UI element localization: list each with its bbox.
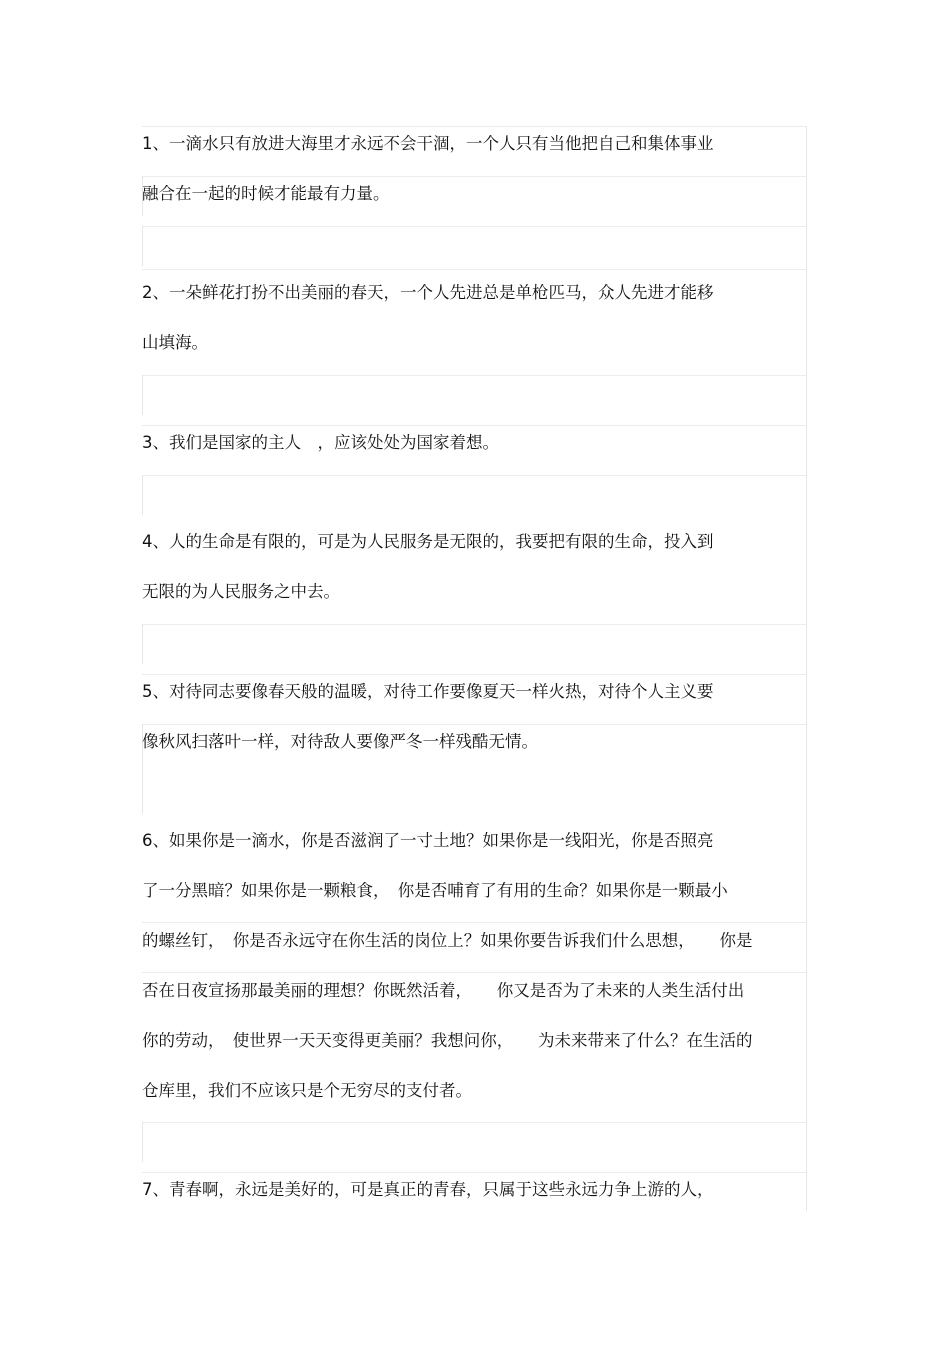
- paragraph-4-line-1: 4、人的生命是有限的，可是为人民服务是无限的，我要把有限的生命，投入到: [142, 532, 714, 551]
- paragraph-6-line-2: 了一分黑暗？如果你是一颗粮食， 你是否哺育了有用的生命？如果你是一颗最小: [142, 881, 728, 900]
- cell-border-right: [806, 126, 807, 1211]
- paragraph-7-line-1: 7、青春啊，永远是美好的，可是真正的青春，只属于这些永远力争上游的人，: [142, 1180, 714, 1199]
- cell-border-left: [142, 624, 143, 664]
- cell-border: [142, 269, 806, 270]
- cell-border: [142, 226, 806, 227]
- cell-border: [142, 375, 806, 376]
- paragraph-6-line-3: 的螺丝钉， 你是否永远守在你生活的岗位上？如果你要告诉我们什么思想， 你是: [142, 931, 753, 950]
- paragraph-2-line-1: 2、一朵鲜花打扮不出美丽的春天，一个人先进总是单枪匹马，众人先进才能移: [142, 283, 714, 302]
- cell-border-left: [142, 226, 143, 266]
- paragraph-6-line-1: 6、如果你是一滴水，你是否滋润了一寸土地？如果你是一线阳光，你是否照亮: [142, 831, 714, 850]
- paragraph-5-line-2: 像秋风扫落叶一样，对待敌人要像严冬一样残酷无情。: [142, 732, 538, 751]
- paragraph-6-line-4: 否在日夜宣扬那最美丽的理想？你既然活着， 你又是否为了未来的人类生活付出: [142, 981, 745, 1000]
- paragraph-2-line-2: 山填海。: [142, 333, 208, 352]
- cell-border-left: [142, 475, 143, 515]
- paragraph-1-line-2: 融合在一起的时候才能最有力量。: [142, 184, 390, 203]
- cell-border: [142, 475, 806, 476]
- paragraph-5-line-1: 5、对待同志要像春天般的温暖，对待工作要像夏天一样火热，对待个人主义要: [142, 682, 714, 701]
- paragraph-1-line-1: 1、一滴水只有放进大海里才永远不会干涸，一个人只有当他把自己和集体事业: [142, 134, 714, 153]
- cell-border-left: [142, 1122, 143, 1162]
- paragraph-6-line-5: 你的劳动， 使世界一天天变得更美丽？我想问你， 为未来带来了什么？在生活的: [142, 1031, 753, 1050]
- paragraph-6-line-6: 仓库里，我们不应该只是个无穷尽的支付者。: [142, 1081, 472, 1100]
- cell-border-left: [142, 375, 143, 415]
- cell-border: [142, 624, 806, 625]
- paragraph-3-line-1: 3、我们是国家的主人 ，应该处处为国家着想。: [142, 433, 499, 452]
- paragraph-4-line-2: 无限的为人民服务之中去。: [142, 582, 340, 601]
- cell-border: [142, 1122, 806, 1123]
